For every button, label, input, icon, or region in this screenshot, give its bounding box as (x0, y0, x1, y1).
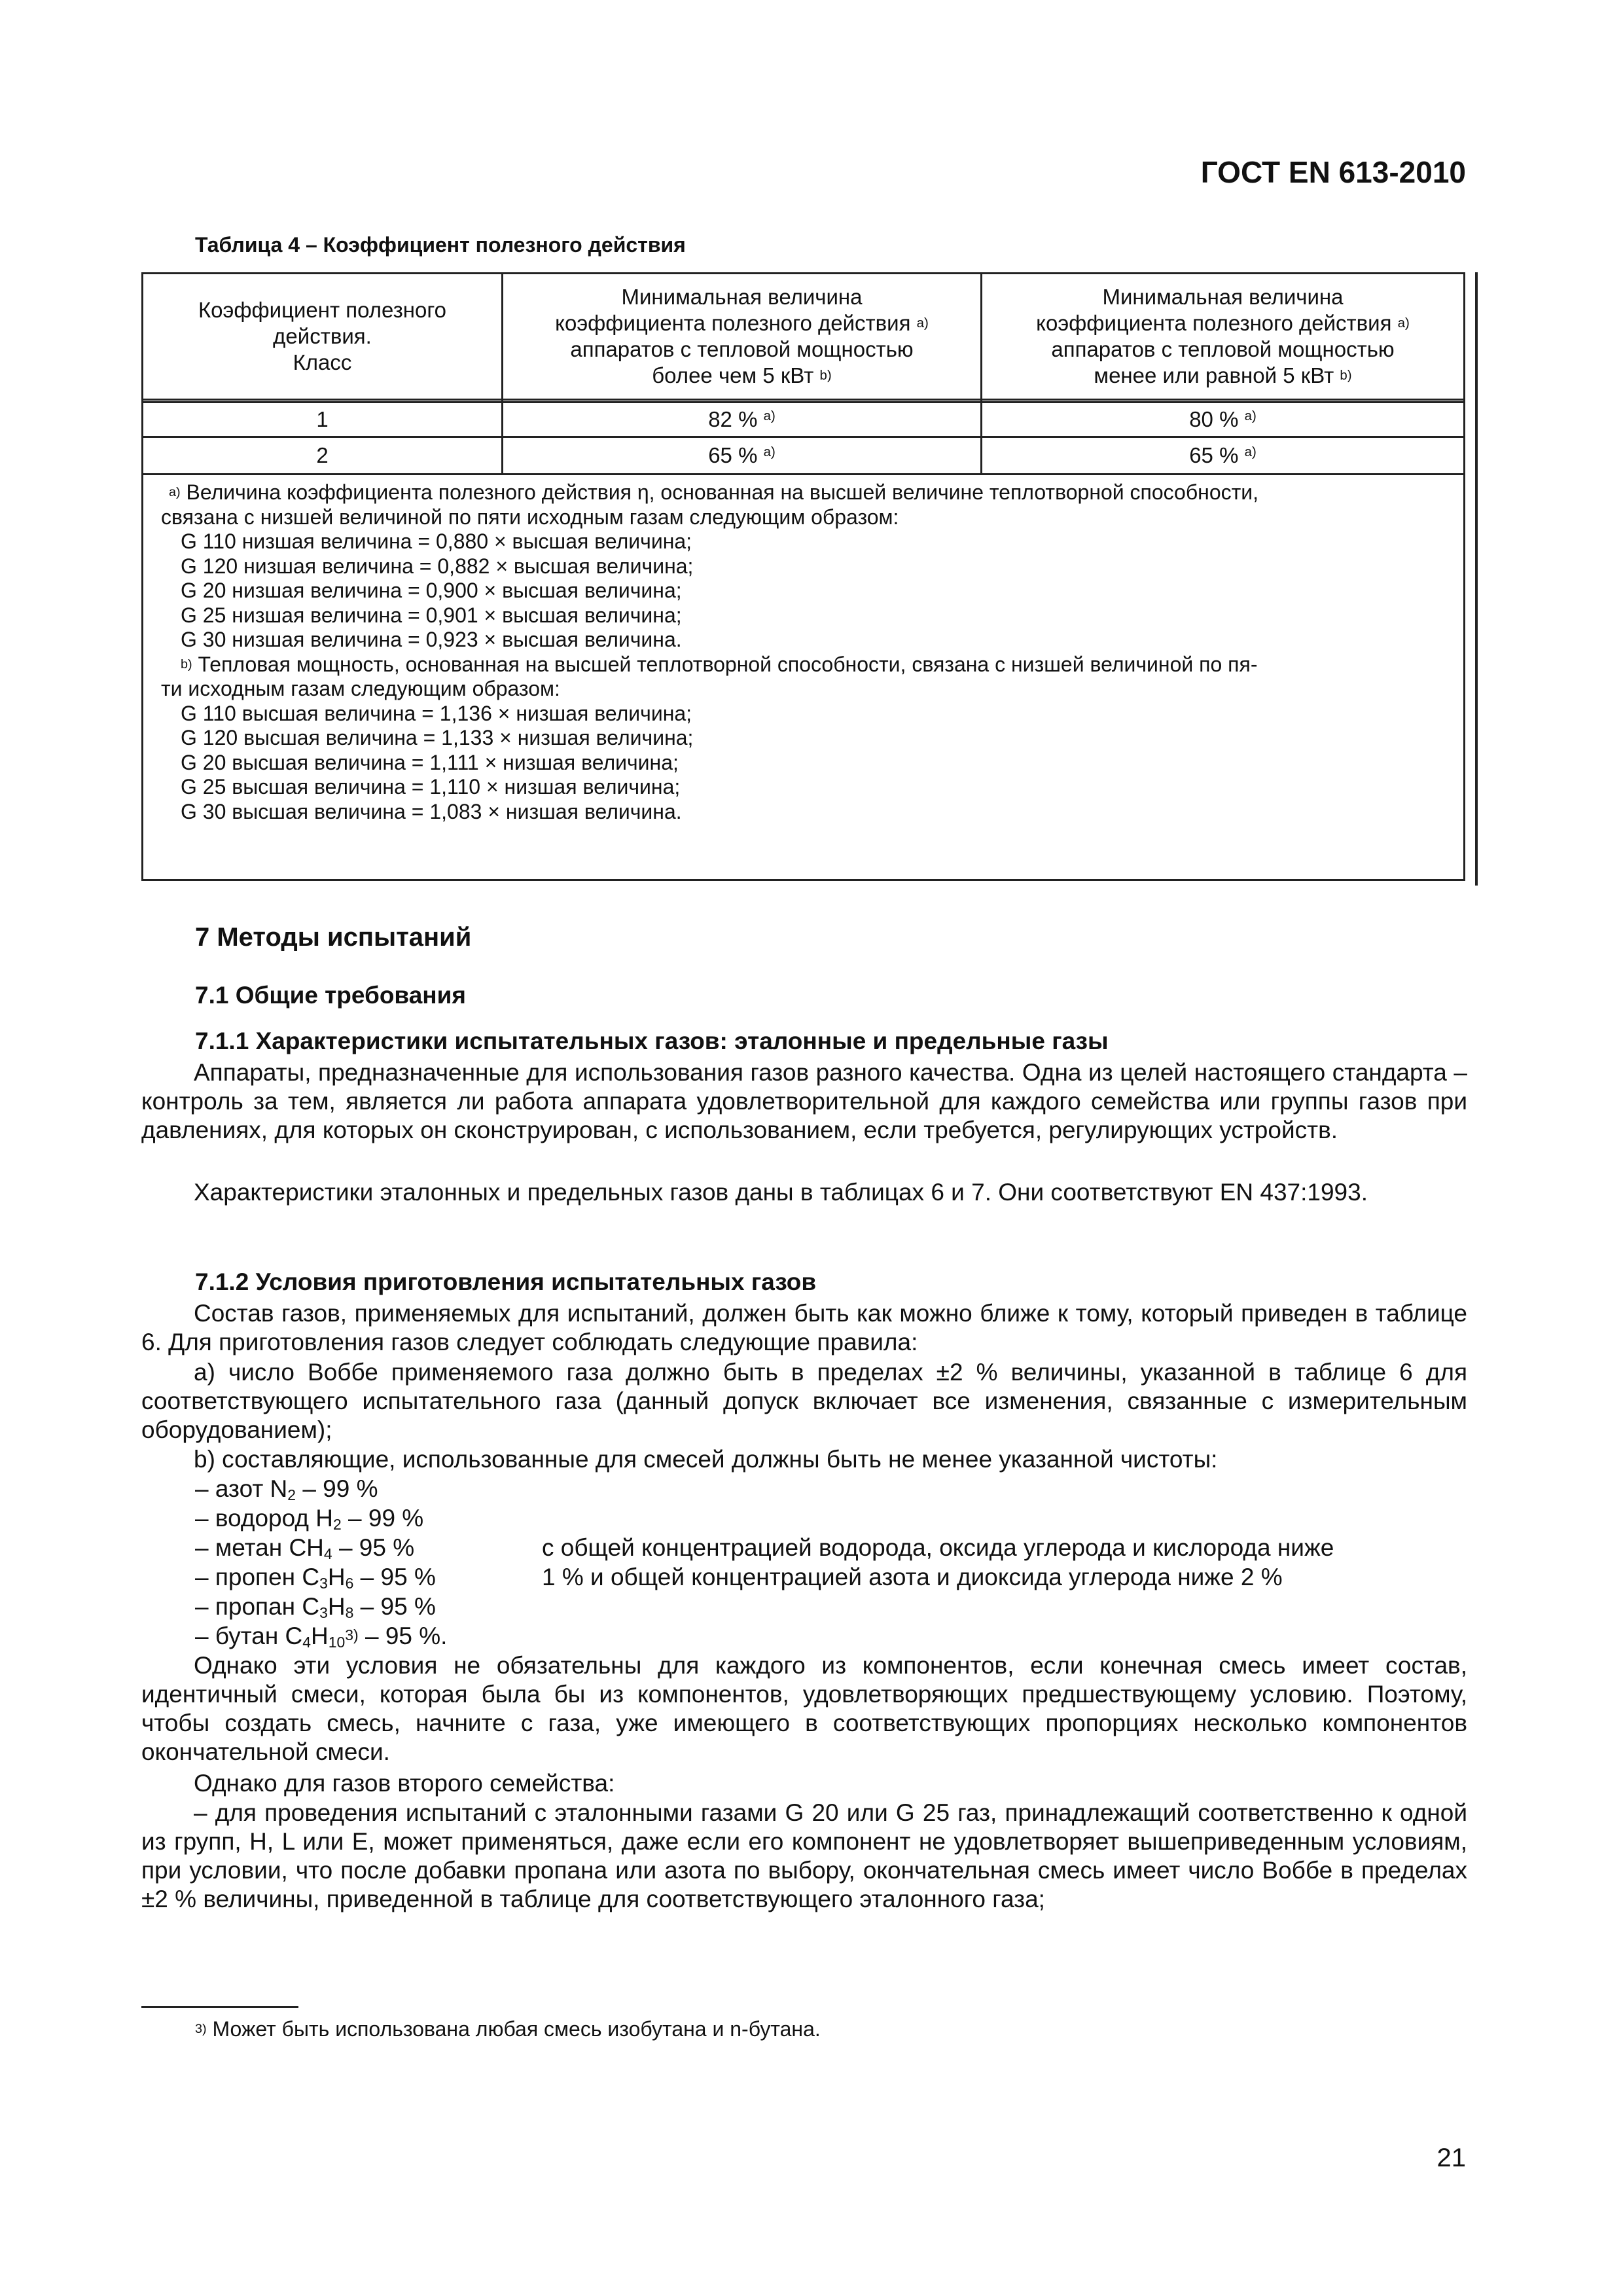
section-7-1-1-title: 7.1.1 Характеристики испытательных газов: эталонные и предельные газы (195, 1028, 1109, 1054)
section-7-title: 7 Методы испытаний (195, 923, 472, 952)
footnote-rule (141, 2006, 298, 2008)
standard-code: ГОСТ EN 613-2010 (1200, 155, 1466, 189)
table-row-1-upto5: 80 % $^{a)}$ (1189, 407, 1257, 431)
table-row-1-class: 1 (316, 407, 329, 431)
table-caption: Таблица 4 – Коэффициент полезного действия (195, 233, 686, 257)
paragraph-7-1-2-d: Однако для газов второго семейства: (194, 1770, 615, 1797)
component-propene: – пропен $C_3H_6 - 95$ % (195, 1564, 436, 1592)
component-butane: – бутан $C_4H_{10}^{3)} - 95$ %. (195, 1623, 448, 1651)
purity-note-line-1: с общей концентрацией водорода, оксида углерода и кислорода ниже (542, 1534, 1334, 1561)
header-upto-5kw: Минимальная величина коэффициента полезного действия $^{a)}$ аппаратов с тепловой мощностью менее или равной 5 кВт $^{b)}$ (1036, 285, 1410, 387)
paragraph-7-1-2-a: a) число Воббе применяемого газа должно быть в пределах ±2 % величины, указанной в таблице 6 для соответствующего испытательного газа (данный допуск включает все изменения, связанные с измерительным оборудованием); (141, 1359, 1467, 1443)
component-hydrogen: – водород $H_2 - 99$ % (195, 1505, 424, 1533)
page-number: 21 (1436, 2144, 1466, 2172)
component-propane: – пропан $C_3H_8 - 95$ % (195, 1593, 436, 1621)
efficiency-table (141, 272, 1469, 886)
paragraph-7-1-1-b: Характеристики эталонных и предельных газов даны в таблицах 6 и 7. Они соответствуют EN 437:1993. (194, 1179, 1368, 1206)
paragraph-7-1-2-b: b) составляющие, использованные для смесей должны быть не менее указанной чистоты: (194, 1446, 1218, 1473)
purity-note-line-2: 1 % и общей концентрацией азота и диоксида углерода ниже 2 % (542, 1564, 1283, 1590)
table-row-2-upto5: 65 % $^{a)}$ (1189, 443, 1257, 467)
header-over-5kw: Минимальная величина коэффициента полезного действия $^{a)}$ аппаратов с тепловой мощностью более чем 5 кВт $^{b)}$ (555, 285, 929, 387)
section-7-1-title: 7.1 Общие требования (195, 982, 466, 1009)
paragraph-7-1-2-c: Однако эти условия не обязательны для каждого из компонентов, если конечная смесь имеет состав, идентичный смеси, которая была бы из компонентов, удовлетворяющих предшествующему условию. Поэтому, чтобы создать смесь, начните с газа, уже имеющего в соответствующих пропорциях несколько компонентов окончательной смеси. (141, 1652, 1467, 1765)
paragraph-7-1-2-e: – для проведения испытаний с эталонными газами G 20 или G 25 газ, принадлежащий соответственно к одной из групп, H, L или E, может применяться, даже если его компонент не удовлетворяет вышеприведенным условиям, при условии, что после добавки пропана или азота по выбору, окончательная смесь имеет число Воббе в пределах ±2 % величины, приведенной в таблице для соответствующего эталонного газа; (141, 1799, 1467, 1912)
header-class: Коэффициент полезного действия. Класс (198, 298, 447, 374)
paragraph-7-1-2-intro: Состав газов, применяемых для испытаний, должен быть как можно ближе к тому, который приведен в таблице 6. Для приготовления газов следует соблюдать следующие правила: (141, 1300, 1467, 1355)
section-7-1-2-title: 7.1.2 Условия приготовления испытательных газов (195, 1268, 817, 1295)
table-row-2-class: 2 (316, 443, 329, 467)
table-row-2-over5: 65 % $^{a)}$ (708, 443, 776, 467)
component-methane: – метан $CH_4 - 95$ % (195, 1534, 415, 1562)
paragraph-7-1-1-a: Аппараты, предназначенные для использования газов разного качества. Одна из целей настоящего стандарта – контроль за тем, является ли работа аппарата удовлетворительной для каждого семейства или группы газов при давлениях, для которых он сконструирован, с использованием, если требуется, регулирующих устройств. (141, 1059, 1467, 1143)
table-row-1-over5: 82 % $^{a)}$ (708, 407, 776, 431)
component-nitrogen: – азот $N_2 - 99$ % (195, 1475, 378, 1503)
table-notes: $^{a)}$ Величина коэффициента полезного действия η, основанная на высшей величине теплотворной способности, связана с низшей величиной по пяти исходным газам следующим образом: G 110 низшая величина = 0,880 × высшая величина; G 120 низшая величина = 0,882 × высшая величина; G 20 низшая величина = 0,900 × высшая величина; G 25 низшая величина = 0,901 × высшая величина; G 30 низшая величина = 0,923 × высшая величина. $^{b)}$ Тепловая мощность, основанная на высшей теплотворной способности, связана с низшей величиной по пя- ти исходным газам следующим образом: G 110 высшая величина = 1,136 × низшая величина; G 120 высшая величина = 1,133 × низшая величина; G 20 высшая величина = 1,111 × низшая величина; G 25 высшая величина = 1,110 × низшая величина; G 30 высшая величина = 1,083 × низшая величина. (161, 480, 1259, 823)
footnote: $^{3)}$ Может быть использована любая смесь изобутана и n-бутана. (195, 2017, 821, 2041)
